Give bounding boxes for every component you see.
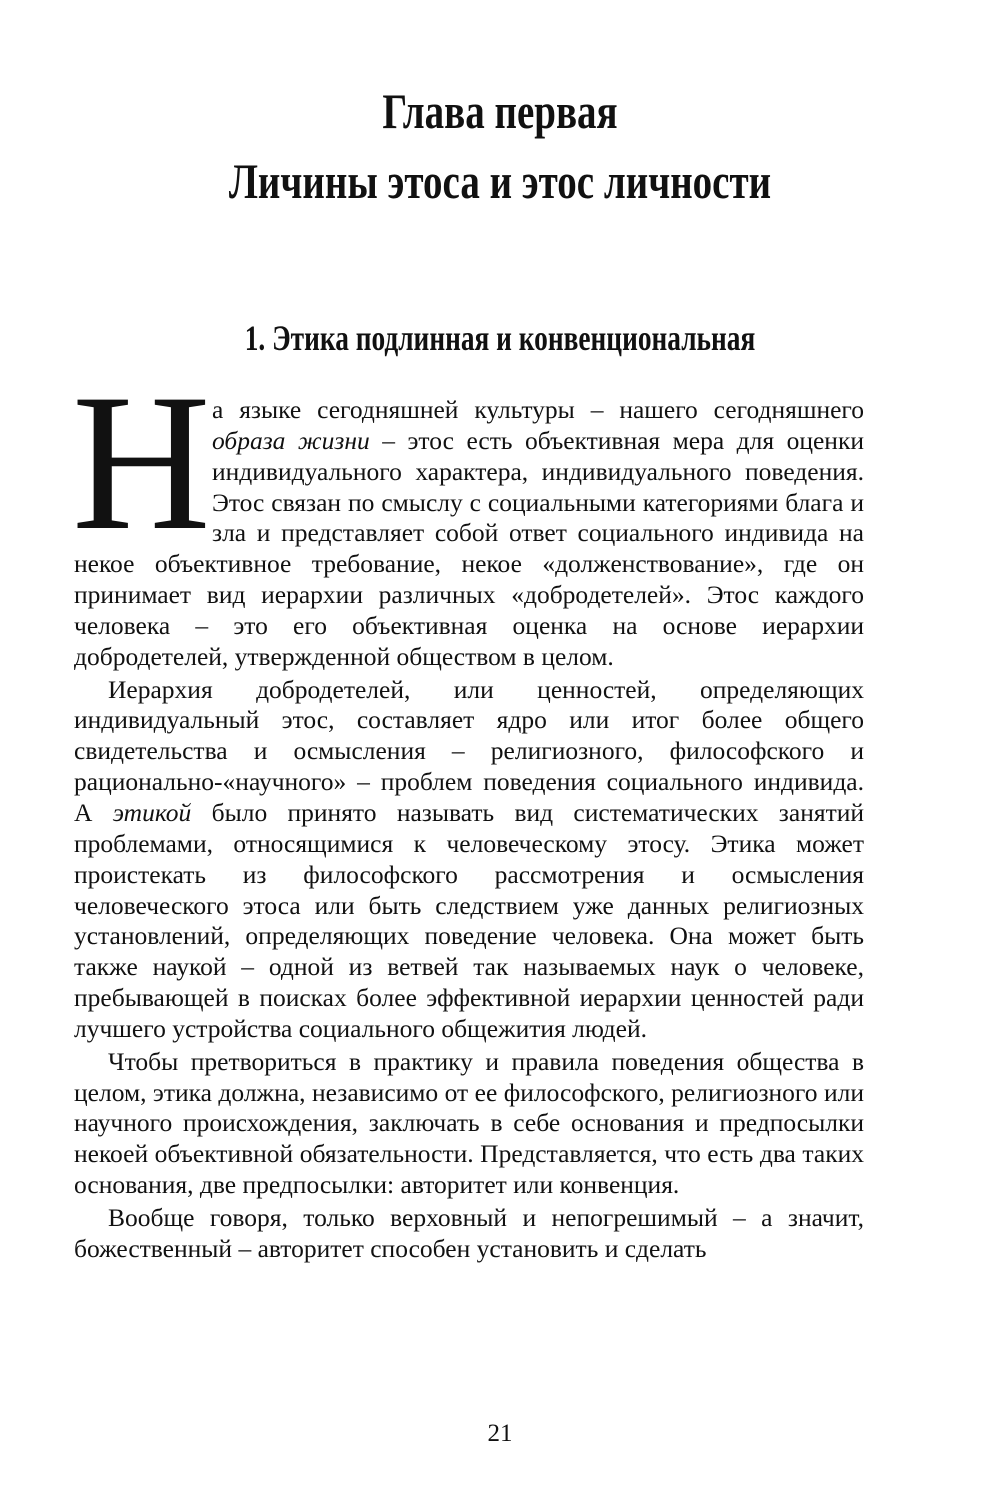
section-heading: 1. Этика подлинная и конвенциональная: [244, 318, 756, 358]
paragraph-3: Чтобы претвориться в практику и правила поведения общества в целом, этика должна, независимо от ее философского, религиозного или научного происхождения, заключать в себе основания и предпосылки некоей объективной обязательности. Представляется, что есть два таких основания, две предпосылки: авторитет или конвенция.: [74, 1046, 864, 1200]
chapter-number-line: Глава первая: [382, 83, 618, 139]
paragraph-1-part2: – этос есть объективная мера для оценки индивидуального характера, индивидуального поведения. Этос связан по смыслу с социальными категориями блага и зла и представляет собой ответ социального индивида на некое объективное требование, некое «долженствование», где он принимает вид иерархии различных «добродетелей». Этос каждого человека – это его объективная оценка на основе иерархии добродетелей, утвержденной обществом в целом.: [74, 425, 864, 671]
body-text: [72, 354, 865, 1267]
drop-cap-box: [72, 354, 212, 571]
paragraph-1: [72, 354, 864, 673]
page-number: 21: [487, 1420, 513, 1447]
paragraph-1-emphasis: образа жизни: [212, 425, 370, 455]
paragraph-1-part1: а языке сегодняшней культуры – нашего сегодняшнего: [212, 395, 864, 424]
paragraph-2-part2: было принято называть вид систематических занятий проблемами, относящимися к человеческому этосу. Этика может проистекать из философского рассмотрения и осмысления человеческого этоса или быть следствием уже данных религиозных установлений, определяющих поведение человека. Она может быть также наукой – одной из ветвей так называемых наук о человеке, пребывающей в поисках более эффективной иерархии ценностей ради лучшего устройства социального общежития людей.: [74, 797, 865, 1043]
drop-cap: Н: [72, 354, 211, 571]
chapter-name-line: Личины этоса и этос личности: [228, 153, 772, 209]
chapter-title: [110, 76, 890, 216]
paragraph-2: [74, 675, 864, 1045]
paragraph-2-emphasis: этикой: [112, 797, 192, 827]
paragraph-2-part1: Иерархия добродетелей, или ценностей, определяющих индивидуальный этос, составляет ядро или итог более общего свидетельства и осмысления – религиозного, философского и рационально-«научного» – проблем поведения социального индивида. А: [74, 674, 864, 827]
paragraph-4: Вообще говоря, только верховный и непогрешимый – а значит, божественный – авторитет способен установить и сделать: [74, 1202, 864, 1263]
